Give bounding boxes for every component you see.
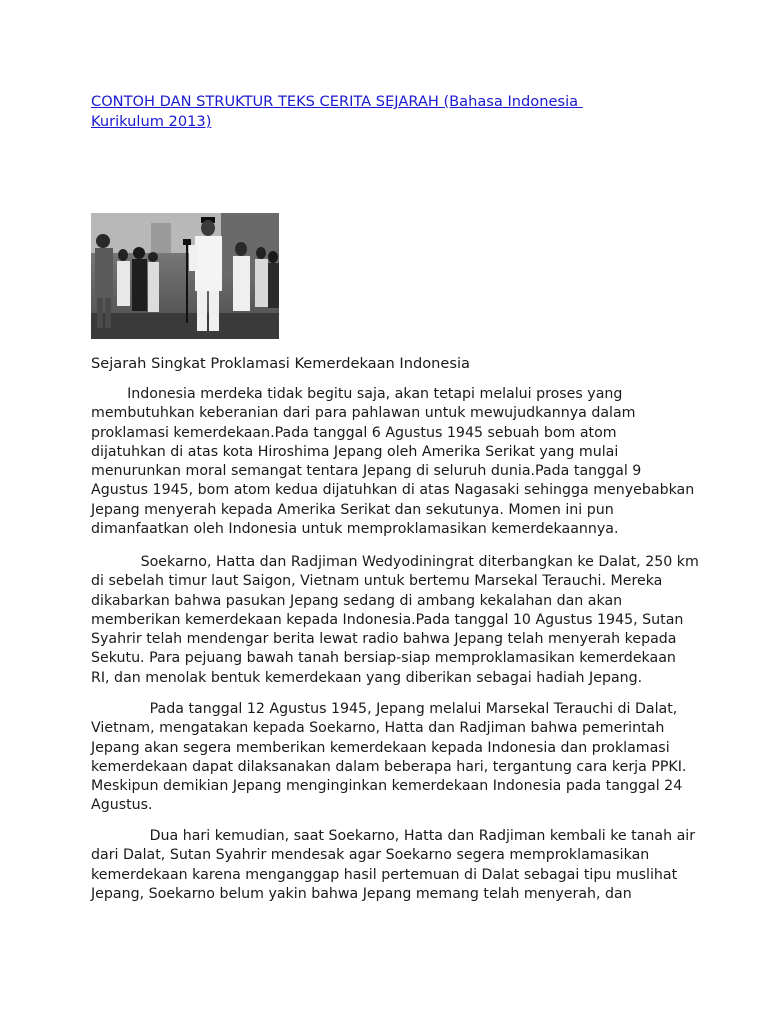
paragraph-line: Jepang, Soekarno belum yakin bahwa Jepang memang telah menyerah, dan — [91, 885, 632, 902]
paragraph-line: Syahrir telah mendengar berita lewat radio bahwa Jepang telah menyerah kepada — [91, 631, 677, 647]
paragraph-line: Agustus 1945, bom atom kedua dijatuhkan di atas Nagasaki sehingga menyebabkan — [91, 482, 695, 499]
paragraph-line: kemerdekaan karena menganggap hasil pertemuan di Dalat sebagai tipu muslihat — [91, 866, 678, 883]
paragraph-3 — [91, 700, 687, 816]
paragraph-line: dari Dalat, Sutan Syahrir mendesak agar Soekarno segera memproklamasikan — [91, 847, 650, 864]
paragraph-line: Jepang akan segera memberikan kemerdekaan kepada Indonesia dan proklamasi — [91, 739, 670, 756]
proclamation-photo — [91, 213, 279, 339]
paragraph-line: memberikan kemerdekaan kepada Indonesia.Pada tanggal 10 Agustus 1945, Sutan — [91, 611, 684, 628]
paragraph-line: Jepang menyerah kepada Amerika Serikat dan sekutunya. Momen ini pun — [91, 501, 614, 518]
paragraph-line: Agustus. — [91, 797, 153, 814]
paragraph-4 — [91, 827, 696, 904]
paragraph-line: Meskipun demikian Jepang menginginkan kemerdekaan Indonesia pada tanggal 24 — [91, 778, 683, 794]
paragraph-line: dimanfaatkan oleh Indonesia untuk memproklamasikan kemerdekaannya. — [91, 520, 619, 537]
paragraph-line: membutuhkan keberanian dari para pahlawan untuk mewujudkannya dalam — [91, 405, 636, 422]
paragraph-line: di sebelah timur laut Saigon, Vietnam untuk bertemu Marsekal Terauchi. Mereka — [91, 573, 663, 590]
paragraph-line: dikabarkan bahwa pasukan Jepang sedang di ambang kekalahan dan akan — [91, 592, 623, 609]
paragraph-line: Indonesia merdeka tidak begitu saja, akan tetapi melalui proses yang — [91, 386, 623, 402]
title-line-2[interactable]: Kurikulum 2013) — [91, 113, 212, 130]
paragraph-line: menurunkan moral semangat tentara Jepang di seluruh dunia.Pada tanggal 9 — [91, 463, 642, 479]
title-link[interactable] — [91, 92, 631, 132]
paragraph-2 — [91, 553, 699, 688]
paragraph-1 — [91, 385, 695, 539]
section-heading: Sejarah Singkat Proklamasi Kemerdekaan Indonesia — [91, 355, 471, 372]
paragraph-line: Dua hari kemudian, saat Soekarno, Hatta dan Radjiman kembali ke tanah air — [91, 828, 696, 844]
paragraph-line: proklamasi kemerdekaan.Pada tanggal 6 Agustus 1945 sebuah bom atom — [91, 424, 617, 441]
paragraph-line: dijatuhkan di atas kota Hiroshima Jepang oleh Amerika Serikat yang mulai — [91, 443, 619, 460]
title-line-1[interactable]: CONTOH DAN STRUKTUR TEKS CERITA SEJARAH (Bahasa Indonesia — [91, 93, 583, 110]
paragraph-line: Sekutu. Para pejuang bawah tanah bersiap-siap memproklamasikan kemerdekaan — [91, 650, 676, 667]
paragraph-line: kemerdekaan dapat dilaksanakan dalam beberapa hari, tergantung cara kerja PPKI. — [91, 758, 687, 775]
paragraph-line: Soekarno, Hatta dan Radjiman Wedyodiningrat diterbangkan ke Dalat, 250 km — [91, 554, 699, 570]
paragraph-line: Pada tanggal 12 Agustus 1945, Jepang melalui Marsekal Terauchi di Dalat, — [91, 701, 678, 717]
paragraph-line: Vietnam, mengatakan kepada Soekarno, Hatta dan Radjiman bahwa pemerintah — [91, 720, 665, 737]
paragraph-line: RI, dan menolak bentuk kemerdekaan yang diberikan sebagai hadiah Jepang. — [91, 669, 643, 686]
